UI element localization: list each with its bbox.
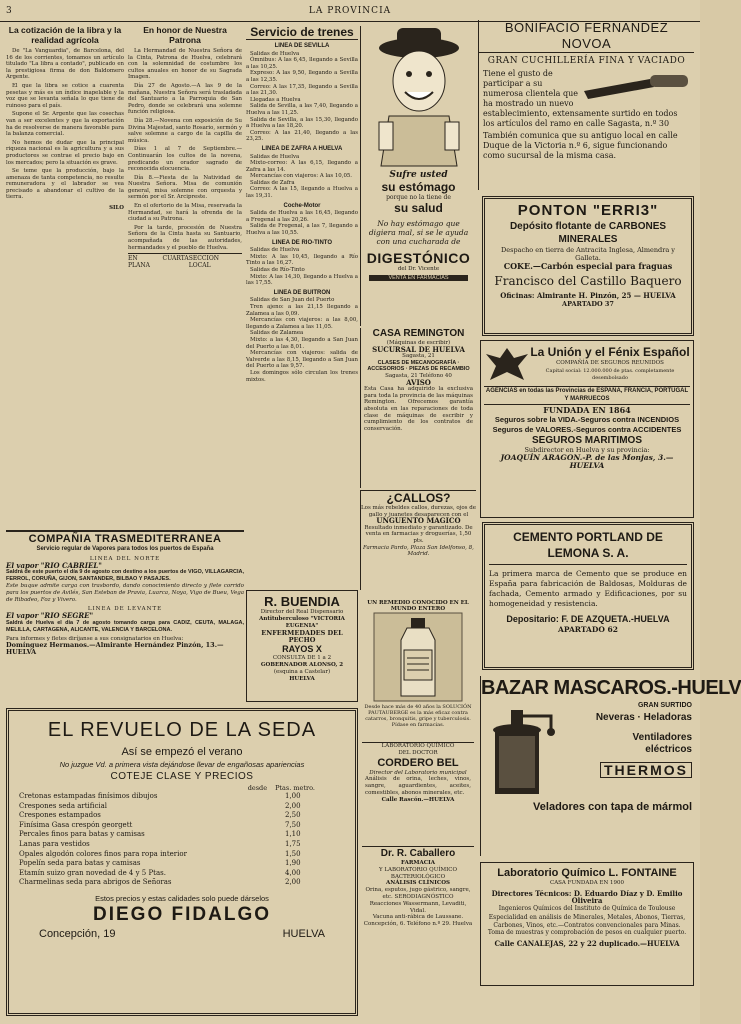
price-item-value: 1,00 [285,792,301,800]
price-item-name: Lanas para vestidos [19,839,90,848]
train-line-heading: LINEA DE RIO-TINTO [272,239,332,246]
lab-line4: Análisis de orina, leches, vinos, sangre, aguardientes, aceites, comestibles, abonos minerales, etc. [365,776,471,796]
train-schedule-entry: Mixto: A las 10,45, llegando a Río Tinto a las 16,27. [246,253,358,267]
bazar-line2: Neveras · Heladoras [595,712,692,723]
price-item-name: Crespones seda artificial [19,801,108,810]
union-line2: Seguros de VALORES.-Seguros contra ACCIDENTES [492,424,682,434]
price-row [19,792,345,802]
cemento-depositario: Depositario: F. DE AZQUETA.-HUELVA [506,614,670,624]
article-patrona-paragraph: Día 28.—Novena con exposición de Su Divina Majestad, santo Rosario, sermón y salve solemne a cargo de la capilla de música. [128,117,242,144]
price-list [19,792,345,888]
union-agencies: AGENCIAS en todas las Provincias de ESPAÑA, FRANCIA, PORTUGAL Y MARRUECOS [484,386,690,405]
article-patrona-paragraph: En el ofertorio de la Misa, reservada la Hermandad, se hará la ofrenda de la ciudad a su Patrona. [128,203,242,223]
digestonico-line5: No hay estómago que digiera mal, si se le ayuda con una cucharada de [368,219,469,246]
revuelo-title: EL REVUELO DE LA SEDA [47,719,317,741]
ad-caballero [362,846,474,1018]
ad-lab-cordero [362,742,474,844]
bazar-line4: eléctricos [645,744,692,755]
bazar-line1: GRAN SURTIDO [637,702,692,709]
train-schedule-entry: Mercancías con viajeros: A las 10,05. [250,173,353,180]
caballero-line6: Vacuna anti-rábica de Laussane. Concepción, 6. Teléfono n.º 29. Huelva [363,914,473,928]
fontaine-title: Laboratorio Químico L. FONTAINE [497,867,677,879]
trasmed-sub: Servicio regular de Vapores para todos los puertos de España [36,546,214,552]
price-row [19,869,345,879]
price-item-value: 1,90 [285,859,301,868]
ad-bazar [480,676,741,856]
price-item-name: Cretonas estampadas finísimos dibujos [19,792,158,800]
price-item-value: 4,00 [285,868,301,877]
revuelo-sub: Así se empezó el verano [121,746,243,758]
man-with-hat-illustration [369,26,469,166]
bonifacio-text2: También comunica que su antiguo local en calle Duque de la Victoria n.º 6, sigue funcionando como sucursal de la misma casa. [483,131,678,160]
price-item-value: 2,00 [285,878,301,887]
price-row [19,859,345,869]
article-libra-paragraph: Se teme que la producción, bajo la amenaza de tanta competencia, no resulte remuneradora y el labrador se vea precisado a abandonar el cultivo de la tierra. [6,168,124,201]
price-item-value: 7,50 [285,820,301,829]
train-schedule-entry: Mixto: a las 4,30, llegando a San Juan del Puerto a las 8,01. [246,336,358,350]
ice-cream-maker-illustration [481,700,565,800]
train-schedule-entry: Salidas de Huelva [250,153,300,160]
lab-name: CORDERO BEL [377,756,459,769]
ad-remington [360,328,476,488]
article-libra [6,26,124,526]
ad-buendia [246,590,358,702]
train-line-heading: LINEA DE SEVILLA [274,43,330,49]
ad-callos [360,490,476,590]
callos-foot: Farmacia Pardo, Plaza San Idelfonso, 8, Madrid. [363,544,474,558]
caballero-line4: Orina, esputos, jugo gástrico, sangre, etc. SERODIAGNÓSTICO [365,887,471,900]
ad-bonifacio [478,20,694,190]
ad-revuelo-seda [6,708,358,1016]
train-schedule-entry: Salida de Sevilla, a las 15,30, llegando a Huelva a las 18,20. [246,116,358,130]
trasmed-levante-ship: El vapor "RIO SEGRE" [6,611,94,621]
trasmed-norte-text: Saldrá de este puerto el día 9 de agosto con destino a los puertos de VIGO, VILLAGARCIA, FERROL, CORUÑA, GIJON, SANTANDER, BILBAO Y PASAJES. [6,569,244,583]
remington-sub: (Máquinas de escribir) [386,340,451,346]
trasmed-levante-heading: LINEA DE LEVANTE [87,606,163,613]
article-libra-paragraph: Supone el Sr. Argente que las cosechas van a ser excelentes y que la exportación ha de resolverse de manera favorable para la balanza comercial. [6,111,124,138]
article-patrona-headline: En honor de Nuestra Patrona [143,25,227,45]
train-schedule-entry: Ómnibus: A las 6,45, llegando a Sevilla a las 10,25. [246,57,358,70]
trasmed-foot: Para informes y fletes diríjanse a sus consignatarios en Huelva: [6,635,184,642]
train-schedule [246,26,358,586]
cemento-title: CEMENTO PORTLAND DE LEMONA S. A. [489,529,687,565]
fontaine-line3: Especialidad en análisis de Minerales, Metales, Abonos, Tierras, Carbones, Vinos, etc.—Contratos convencionales para Minas. [488,914,686,929]
buendia-line2: Antituberculoso "VICTORIA EUGENIA" [259,616,345,629]
lab-line3: Director del Laboratorio municipal [369,769,467,776]
price-item-value: 2,50 [285,811,301,820]
article-patrona-paragraph: Día 8.—Fiesta de la Natividad de Nuestra Señora. Misa de comunión general, misa solemne con orquesta y sermón por el Sr. Arcipreste. [128,174,242,201]
price-row [19,878,345,888]
price-item-name: Finísima Gasa crespón georgett [19,820,133,829]
ad-union-fenix [480,340,694,518]
ponton-addr: Oficinas: Almirante H. Pinzón, 25 — HUELVA [500,291,676,300]
price-row [19,821,345,831]
revuelo-addr-right: HUELVA [282,927,325,940]
revuelo-foot: Estos precios y estas calidades solo puede dárselos [95,893,269,903]
ad-fontaine [480,862,694,986]
remington-branch: SUCURSAL DE HUELVA [372,344,465,354]
revuelo-col-unit: Ptas. metro. [275,784,315,792]
fontaine-addr: Calle CANALEJAS, 22 y 22 duplicado.—HUELVA [494,938,680,948]
buendia-line1: Director del Real Dispensario [260,609,344,615]
caballero-line1: FARMACIA [401,860,435,866]
article-patrona-paragraph: Por la tarde, procesión de Nuestra Señora de la Cinta hasta su Santuario, acompañada de las autoridades, hermandades y el pueblo de Huelva. [128,224,242,251]
train-schedule-entry: Salidas de Huelva [250,50,300,57]
train-schedule-entry: Salidas de Río-Tinto [250,267,305,273]
price-row [19,840,345,850]
price-item-value: 1,10 [285,830,301,839]
revuelo-addr-left: Concepción, 19 [39,927,116,940]
price-item-name: Etamín suizo gran novedad de 4 y 5 Ptas. [19,868,166,877]
trasmed-levante-text: Saldrá de Huelva el día 7 de agosto tomando carga para CADIZ, CEUTA, MALAGA, MELILLA, CARTAGENA, ALICANTE, VALENCIA Y BARCELONA. [6,619,244,633]
train-schedule-entry: Correo: A las 17,35, llegando a Sevilla a las 21,30. [246,83,358,97]
ponton-sub: Depósito flotante de CARBONES MINERALES [509,221,667,245]
article-patrona-paragraph: Día 27 de Agosto.—A las 9 de la mañana, Nuestra Señora será trasladada del Santuario a la Parroquia de San Pedro, donde se celebrará una solemne función religiosa. [128,82,242,116]
price-item-value: 1,50 [285,849,301,858]
train-line-heading: Coche-Motor [283,202,321,209]
callos-text2: Resultado inmediato y garantizado. De venta en farmacias y droguerías, 1,50 pts. [364,524,473,544]
price-item-value: 1,75 [285,839,301,848]
ponton-title: PONTON "ERRI3" [517,202,659,219]
bazar-title: BAZAR MASCAROS.-HUELV [481,677,741,699]
union-line3: SEGUROS MARITIMOS [531,434,642,446]
callos-title: ¿CALLOS? [386,491,451,505]
buendia-line5: CONSULTA DE 1 a 2 [272,655,332,661]
bazar-line5: THERMOS [600,762,692,778]
fontaine-line4: Toma de muestras y comprobación de pesos en cualquier puerto. [487,929,687,936]
digestonico-line2: su estómago [381,180,456,194]
lab-line1: LABORATORIO QUÍMICO [381,743,455,749]
revuelo-brand: DIEGO FIDALGO [93,903,271,925]
ad-digestonico [360,26,476,326]
price-item-name: Crespones estampados [19,811,101,820]
remington-title: CASA REMINGTON [372,328,465,339]
union-founded: FUNDADA EN 1864 [543,405,631,415]
article-patrona-paragraph: La Hermandad de Nuestra Señora de la Cinta, Patrona de Huelva, celebrará con la solemnidad de costumbre los cultos anuales en honor de su Sagrada Imagen. [128,48,242,81]
fontaine-founded: CASA FUNDADA EN 1900 [549,880,625,886]
revuelo-table-heading: COTEJE CLASE Y PRECIOS [110,771,254,782]
buendia-line3: ENFERMEDADES DEL PECHO [261,629,343,644]
train-schedule-entry: Salidas de Zalamea [250,330,304,337]
union-line5: JOAQUÍN ARAGON.-P. de las Monjas, 3.—HUELVA [500,453,674,470]
train-schedule-entry: Correo: A las 15, llegando a Huelva a las 19,31. [246,186,358,200]
remington-notice-title: AVISO [406,377,431,387]
article-libra-paragraph: No hemos de dudar que la principal riqueza nacional es la agricultura y a sus productores se contrae el precio bajo en los mercados; pero la situación es grave. [6,139,124,166]
ponton-line2: COKE.—Carbón especial para fraguas [503,261,673,271]
cemento-text: La primera marca de Cemento que se produce en España para fabricación de Baldosas, Molduras de fachada, Cemento armado y Edificaciones, por su homogeneidad y resistencia. [489,569,687,608]
trasmed-norte-text2: Este buque admite carga con trasbordo, dando conocimiento directo y flete corrido para los puertos de Avilés, San Esteban de Pravia, Luarca, Noya, Vigo de Bueu, Vega de Ribadeo, Foz y Vivero. [6,582,244,603]
train-schedule-title: Servicio de trenes [246,26,358,40]
price-item-name: Percales finos para batas y camisas [19,830,145,839]
razor-illustration [580,69,690,105]
train-line-heading: LINEA DE BUITRON [273,289,331,296]
train-schedule-entry: Mixto: A las 14,30, llegando a Huelva a las 17,55. [246,273,358,287]
caballero-line2: Y LABORATORIO QUÍMICO BACTERIOLÓGICO [378,866,458,880]
remington-notice: Esta Casa ha adquirido la exclusiva para toda la provincia de las máquinas Remington. Ofrecemos garantía absoluta en las reparaciones de toda clase de máquinas de escribir y cumplimiento de los contratos de conservación. [364,386,473,432]
bottle-illustration [373,612,463,702]
buendia-name: R. BUENDIA [264,594,340,609]
digestonico-line4: su salud [394,201,443,215]
fontaine-line2: Ingenieros Químicos del Instituto de Química de Toulouse [498,904,676,912]
union-line1: Seguros sobre la VIDA.-Seguros contra INCENDIOS [494,414,680,424]
article-libra-paragraph: De "La Vanguardia", de Barcelona, del 16 de los corrientes, tomamos un artículo titulado "La libra a contado", publicado en la prestigiosa firma de don Baldomero Argente. [6,48,124,81]
train-schedule-entry: Salida de Sevilla, a las 7,40, llegando a Huelva a las 11,25. [246,103,358,116]
remington-address: Sagasta, 21 [402,353,435,360]
masthead [0,0,700,22]
ponton-name: Francisco del Castillo Baquero [494,274,682,288]
tonic-title: UN REMEDIO CONOCIDO EN EL MUNDO ENTERO [367,600,469,612]
callos-text: Los más rebeldes callos, durezas, ojos de gallo y juanetes desaparecen con el [361,505,476,518]
train-schedule-entry: Llegadas a Huelva [250,96,301,103]
train-schedule-entry: Tren ajeno: a las 21,15 llegando a Zalamea a las 0,09. [246,303,358,317]
digestonico-brand: DIGESTÓNICO [366,250,471,266]
remington-classes: CLASES DE MECANOGRAFÍA · ACCESORIOS · PIEZAS DE RECAMBIO [367,359,470,373]
ad-cemento [482,522,694,670]
train-schedule-entry: Mercancías con viajeros: salida de Valverde a las 8,15, llegando a San Juan del Puerto a las 9,57. [246,350,358,370]
article-patrona-paragraph: Días 1 al 7 de Septiembre.—Continuarán los cultos de la novena, predicando un orador sagrado de reconocida elocuencia. [128,146,242,173]
price-row [19,830,345,840]
revuelo-intro: No juzgue Vd. a primera vista dejándose llevar de engañosas apariencias [59,760,305,769]
union-sub: COMPAÑÍA DE SEGUROS REUNIDOS [556,360,664,367]
ad-trasmediterranea [6,530,244,702]
phoenix-icon [484,344,530,384]
price-item-name: Charmelinas seda para abrigos de Señoras [19,878,172,887]
train-schedule-entry: Mixto-correo: A las 6,15, llegando a Zafra a las 14. [246,160,358,173]
ad-tonic [362,600,474,740]
digestonico-line1: Sufre usted [389,170,448,180]
ponton-line1: Despacho en tierra de Antracita Inglesa, Almendra y Galleta. [501,246,675,262]
train-schedule-entry: Los domingos sólo circulan los trenes mixtos. [246,369,358,383]
bazar-line3: Ventiladores [632,732,692,743]
newspaper-title: LA PROVINCIA [308,6,392,16]
caballero-name: Dr. R. Caballero [380,848,456,859]
buendia-line7: (esquina a Castelar) [273,669,331,675]
caballero-line5: Reacciones Wassermann, Levaditi, Vidal. [369,900,467,914]
caballero-line3: ANÁLISIS CLÍNICOS [386,880,450,887]
train-line-heading: LINEA DE ZAFRA A HUELVA [261,145,343,152]
buendia-line8: HUELVA [289,676,315,682]
digestonico-line3: porque no la tiene de [386,194,451,201]
ponton-box: APARTADO 37 [562,300,614,308]
ad-ponton [482,196,694,336]
section-note-left: EN CUARTA PLANA [128,255,189,269]
price-row [19,802,345,812]
train-schedule-entry: Expreso: A las 9,50, llegando a Sevilla a las 12,35. [246,70,358,83]
buendia-line6: GOBERNADOR ALONSO, 2 [260,662,344,668]
article-libra-signature: SILO [109,205,124,212]
price-row [19,811,345,821]
callos-brand: UNGUENTO MAGICO [376,516,461,526]
fontaine-line1: Directores Técnicos: D. Eduardo Díaz y D. Emilio Oliveira [491,888,683,905]
article-patrona [128,26,242,526]
train-schedule-entry: Salidas de Zafra [250,179,295,186]
lab-line5: Calle Rascón.—HUELVA [381,796,455,803]
price-item-name: Popelín seda para batas y camisas [19,859,141,868]
price-row [19,850,345,860]
trasmed-title: COMPAÑIA TRASMEDITERRANEA [28,533,222,545]
article-libra-paragraph: El que la libra se cotice a cuarenta pesetas y más es un índice inapelable y la voz que se levanta señala lo que tiene de ruinoso para el país. [6,82,124,109]
bonifacio-text: Tiene el gusto de participar a su numerosa clientela que ha mostrado un nuevo establecimiento, extensamente surtido en todos los artículos del ramo en calle Sagasta, n.º 30 [483,69,678,128]
train-schedule-entry: Salidas de San Juan del Puerto [250,297,335,304]
page-number: 3 [6,6,13,16]
buendia-line4: RAYOS X [282,644,322,654]
train-sections [246,43,358,383]
train-schedule-entry: Salida de Huelva a las 16,45, llegando a Fregenal a las 20,26. [246,210,358,223]
train-schedule-entry: Salida de Fregenal, a las 7, llegando a Huelva a las 10,55. [246,223,358,237]
cemento-box: APARTADO 62 [558,625,618,634]
section-note-right: SECCION LOCAL [188,255,219,269]
lab-line2: DEL DOCTOR [398,749,438,756]
union-line4: Subdirector en Huelva y su provincia: [524,445,650,454]
union-title: La Unión y el Fénix Español [530,345,690,360]
bonifacio-title: BONIFACIO FERNANDEZ NOVOA [479,20,694,53]
article-libra-headline: La cotización de la libra y la realidad agrícola [8,25,122,45]
train-schedule-entry: Salidas de Huelva [250,247,300,254]
train-schedule-entry: Mercancías con viajeros: a las 8,00, llegando a Zalamea a las 11,05. [246,317,358,330]
trasmed-norte-ship: El vapor "RIO CABRIEL" [6,560,102,570]
price-item-value: 2,00 [285,801,301,810]
train-schedule-entry: Correo: A las 21,40, llegando a las 23,25. [246,129,358,143]
digestonico-foot: VENTA EN FARMACIAS [369,275,468,281]
trasmed-norte-heading: LINEA DEL NORTE [89,555,161,562]
trasmed-agent: Domínguez Hermanos.—Almirante Hernández Pinzón, 13.—HUELVA [6,641,224,657]
bonifacio-sub: GRAN CUCHILLERÍA FINA Y VACIADO [487,56,686,66]
digestonico-sub: del Dr. Vicente [397,266,440,272]
tonic-foot: Desde hace más de 40 años la SOLUCIÓN PAUTAUBERGE es la más eficaz contra catarros, bronquitis, gripe y tuberculosis. Pídase en farmacias. [364,704,472,728]
remington-phone: Sagasta, 21 Teléfono 40 [385,372,452,379]
union-capital: Capital social: 12.000.000 de ptas. completamente desembolsado [545,367,675,382]
bazar-line6: Veladores con tapa de mármol [533,801,692,813]
price-item-name: Opales algodón colores finos para ropa interior [19,849,187,858]
revuelo-col-desde: desde [247,784,268,792]
